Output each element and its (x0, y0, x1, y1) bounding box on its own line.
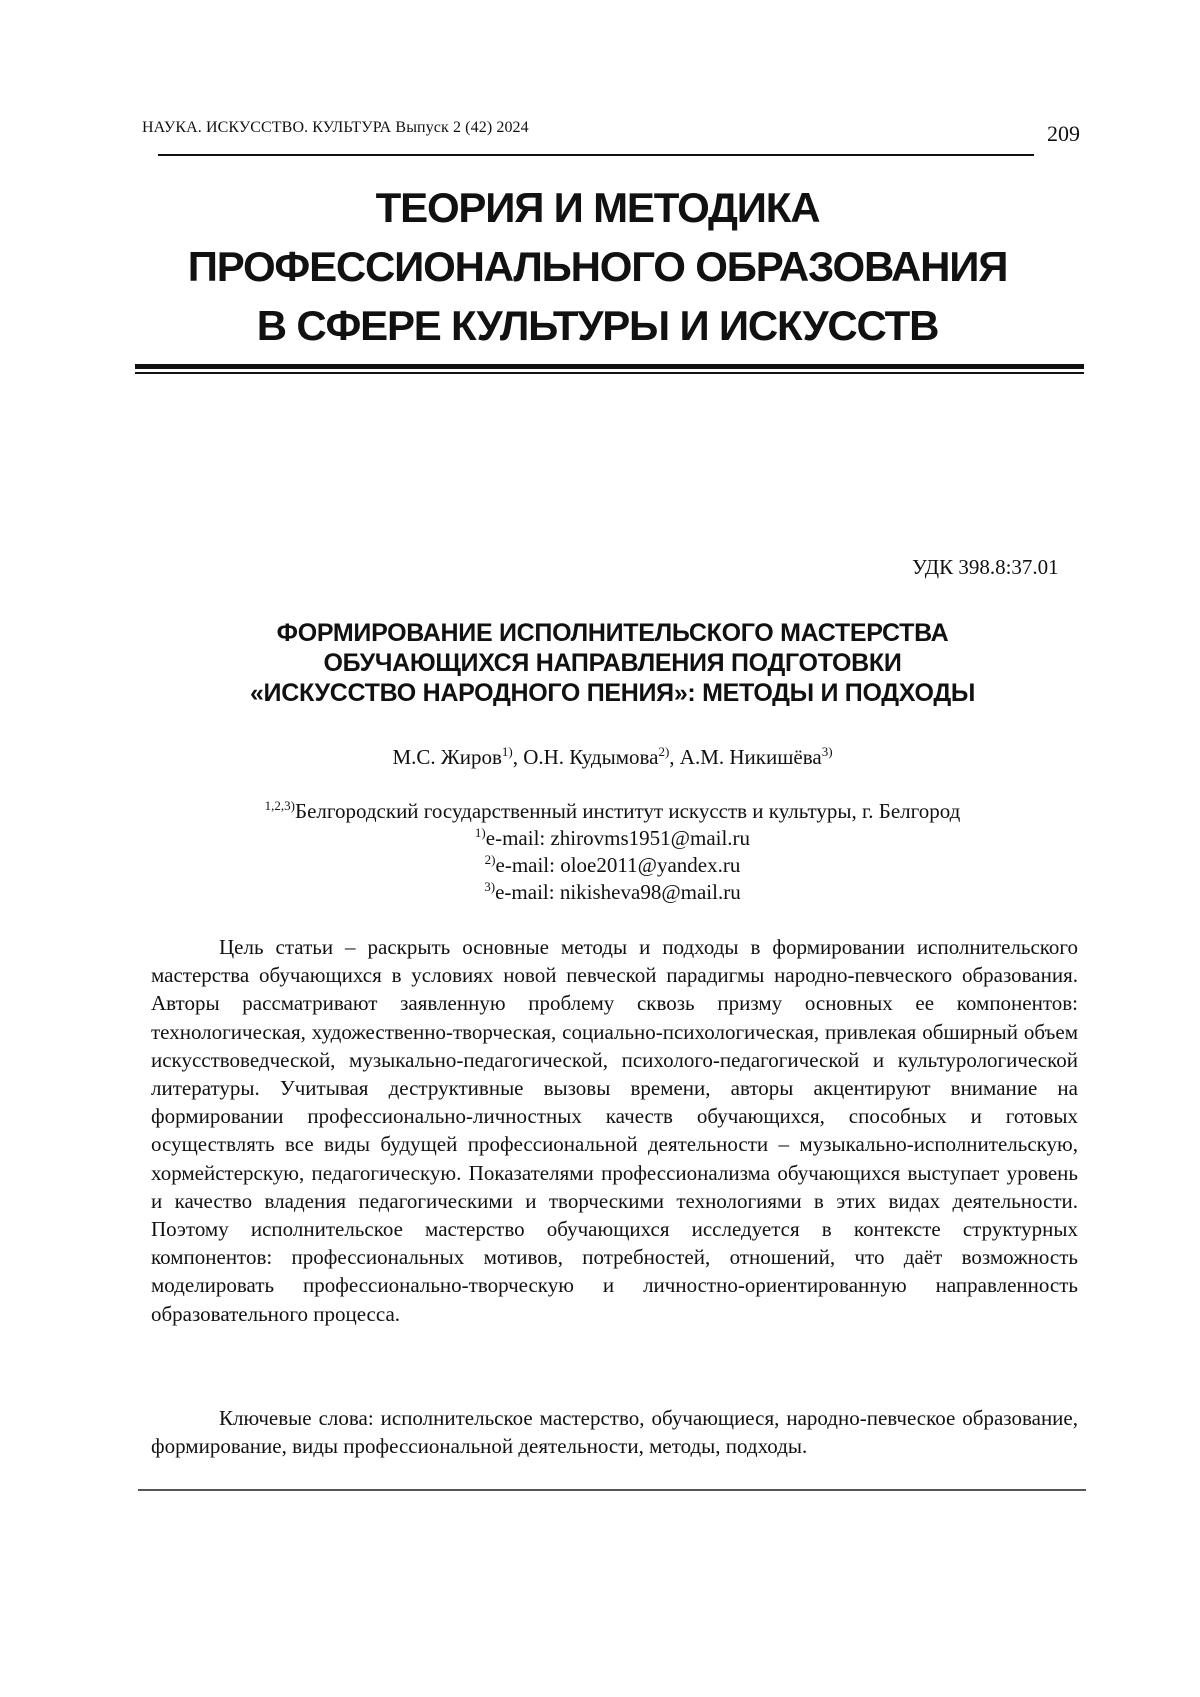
author-separator: , (669, 745, 680, 769)
author-affiliation-mark: 1) (501, 744, 513, 759)
author-affiliation-mark: 3) (821, 744, 833, 759)
section-divider-thick (135, 364, 1084, 369)
article-title-line-3: «ИСКУССТВО НАРОДНОГО ПЕНИЯ»: МЕТОДЫ И ПОДХОДЫ (249, 679, 976, 707)
affiliation-line (140, 798, 1085, 825)
page-number: 209 (1047, 121, 1080, 146)
article-title-line-2: ОБУЧАЮЩИХСЯ НАПРАВЛЕНИЯ ПОДГОТОВКИ (323, 649, 902, 677)
author-name: М.С. Жиров (392, 745, 502, 769)
email-line (140, 825, 1085, 852)
section-divider-thin (135, 372, 1084, 374)
affiliation-text: Белгородский государственный институт искусств и культуры, г. Белгород (295, 799, 961, 823)
email-text: e-mail: nikisheva98@mail.ru (495, 880, 741, 904)
email-mark: 3) (484, 879, 496, 894)
abstract-paragraph: Цель статьи – раскрыть основные методы и подходы в формировании исполнительского мастерства обучающихся в условиях новой певческой парадигмы народно-певческого образования. Авторы рассматривают заявленную проблему сквозь призму основных ее компонентов: технологическая, художественно-творческая, социально-психологическая, привлекая обширный объем искусствоведческой, музыкально-педагогической, психолого-педагогической и культурологической литературы. Учитывая деструктивные вызовы времени, авторы акцентируют внимание на формировании профессионально-личностных качеств обучающихся, способных и готовых осуществлять все виды будущей профессиональной деятельности – музыкально-исполнительскую, хормейстерскую, педагогическую. Показателями профессионализма обучающихся выступает уровень и качество владения педагогическими и творческими технологиями в этих видах деятельности. Поэтому исполнительское мастерство обучающихся исследуется в контексте структурных компонентов: профессиональных мотивов, потребностей, отношений, что даёт возможность моделировать профессионально-творческую и личностно-ориентированную направленность образовательного процесса. (151, 935, 1078, 1326)
author-separator: , (512, 745, 524, 769)
email-line (140, 852, 1085, 879)
affiliations-block (140, 798, 1085, 906)
email-text: e-mail: oloe2011@yandex.ru (495, 853, 741, 877)
article-title (140, 618, 1085, 708)
affiliation-mark: 1,2,3) (264, 798, 296, 813)
email-text: e-mail: zhirovms1951@mail.ru (485, 826, 751, 850)
author-name: А.М. Никишёва (679, 745, 822, 769)
header-divider (158, 154, 1034, 156)
section-title-line-2: ПРОФЕССИОНАЛЬНОГО ОБРАЗОВАНИЯ (187, 243, 1008, 290)
email-mark: 2) (484, 852, 496, 867)
author-affiliation-mark: 2) (658, 744, 670, 759)
bottom-divider (138, 1489, 1086, 1491)
section-title-line-3: В СФЕРЕ КУЛЬТУРЫ И ИСКУССТВ (256, 302, 939, 349)
section-title-line-1: ТЕОРИЯ И МЕТОДИКА (375, 184, 820, 231)
article-title-line-1: ФОРМИРОВАНИЕ ИСПОЛНИТЕЛЬСКОГО МАСТЕРСТВА (276, 619, 949, 647)
email-mark: 1) (474, 825, 486, 840)
author-name: О.Н. Кудымова (523, 745, 659, 769)
journal-header: НАУКА. ИСКУССТВО. КУЛЬТУРА Выпуск 2 (42) 2024 (142, 119, 529, 136)
keywords-paragraph: Ключевые слова: исполнительское мастерство, обучающиеся, народно-певческое образование, формирование, виды профессиональной деятельности, методы, подходы. (151, 1406, 1078, 1458)
udc-code: УДК 398.8:37.01 (912, 555, 1059, 579)
email-line (140, 879, 1085, 906)
section-title (130, 178, 1065, 355)
authors-line (140, 745, 1085, 770)
